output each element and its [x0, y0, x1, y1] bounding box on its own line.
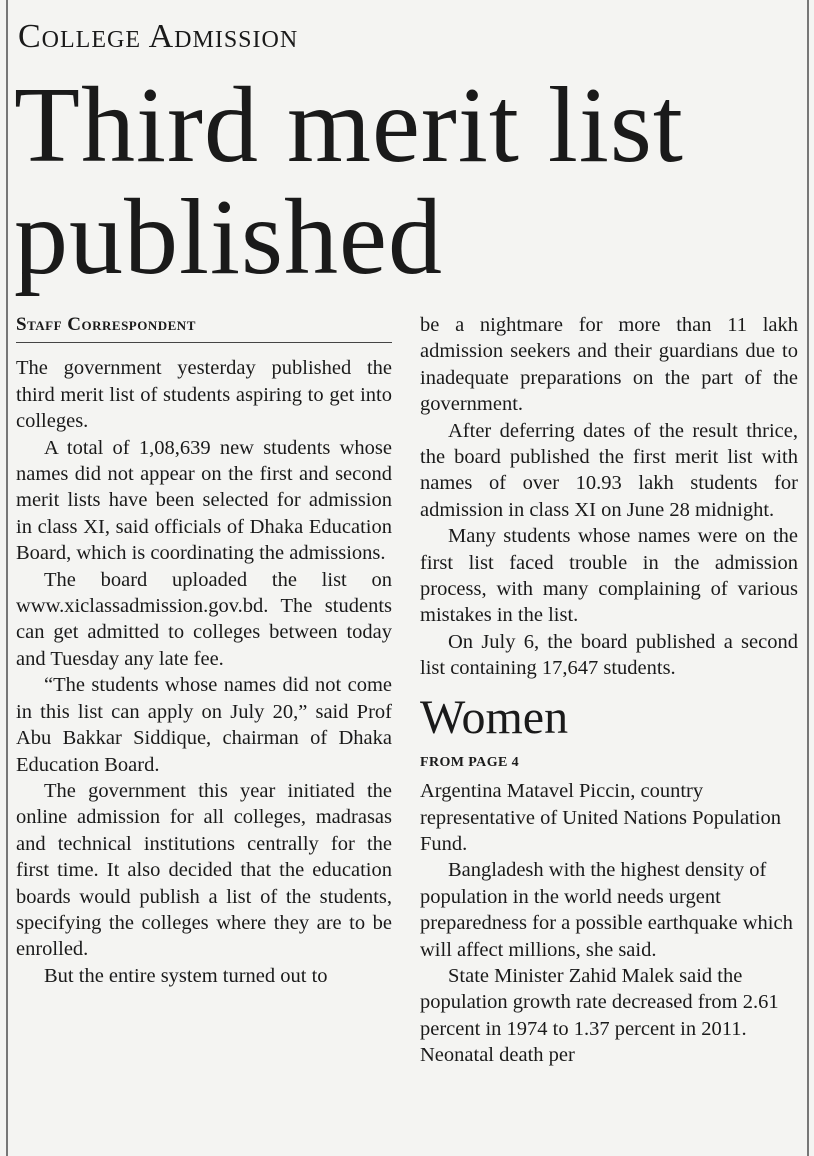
article-paragraph: be a nightmare for more than 11 lakh admission seekers and their guardians due to inadequate preparations on the part of the government.: [420, 314, 798, 416]
second-story: [420, 690, 798, 1069]
article-right-column: [420, 312, 798, 1069]
left-column-rule: [6, 0, 8, 1156]
article-paragraph: State Minister Zahid Malek said the population growth rate decreased from 2.61 percent in 1974 to 1.37 percent in 2011. Neonatal death per: [420, 964, 779, 1067]
article-paragraph: “The students whose names did not come in this list can apply on July 20,” said Prof Abu Bakkar Siddique, chairman of Dhaka Education Board.: [16, 674, 392, 776]
section-kicker: College Admission: [18, 18, 299, 55]
article-paragraph: On July 6, the board published a second list containing 17,647 students.: [420, 630, 798, 680]
article-paragraph: After deferring dates of the result thrice, the board published the first merit list with names of over 10.93 lakh students for admission in class XI on June 28 midnight.: [420, 419, 798, 521]
second-story-headline: Women: [420, 690, 569, 744]
byline: Staff Correspondent: [16, 312, 392, 343]
article-paragraph: The government this year initiated the online admission for all colleges, madrasas and technical institutions centrally for the first time. It also decided that the education boards would publish a list of the students, specifying the colleges where they are to be enrolled.: [16, 779, 392, 961]
from-page-label: FROM PAGE 4: [420, 754, 520, 770]
headline: Third merit list published: [14, 66, 684, 297]
article-paragraph: Bangladesh with the highest density of population in the world needs urgent preparedness for a possible earthquake which will affect millions, she said.: [420, 859, 793, 961]
article-paragraph: The board uploaded the list on www.xiclassadmission.gov.bd. The students can get admitted to colleges between today and Tuesday any late fee.: [16, 568, 392, 670]
article-paragraph: But the entire system turned out to: [44, 964, 328, 987]
article-paragraph: The government yesterday published the third merit list of students aspiring to get into colleges.: [16, 357, 392, 433]
article-paragraph: Many students whose names were on the first list faced trouble in the admission process, with many complaining of various mistakes in the list.: [420, 525, 798, 627]
article-paragraph: A total of 1,08,639 new students whose names did not appear on the first and second merit lists have been selected for admission in class XI, said officials of Dhaka Education Board, which is coordinating the admissions.: [16, 436, 392, 565]
right-column-rule: [807, 0, 809, 1156]
article-paragraph: Argentina Matavel Piccin, country representative of United Nations Population Fund.: [420, 780, 781, 855]
article-left-column: [16, 312, 392, 989]
